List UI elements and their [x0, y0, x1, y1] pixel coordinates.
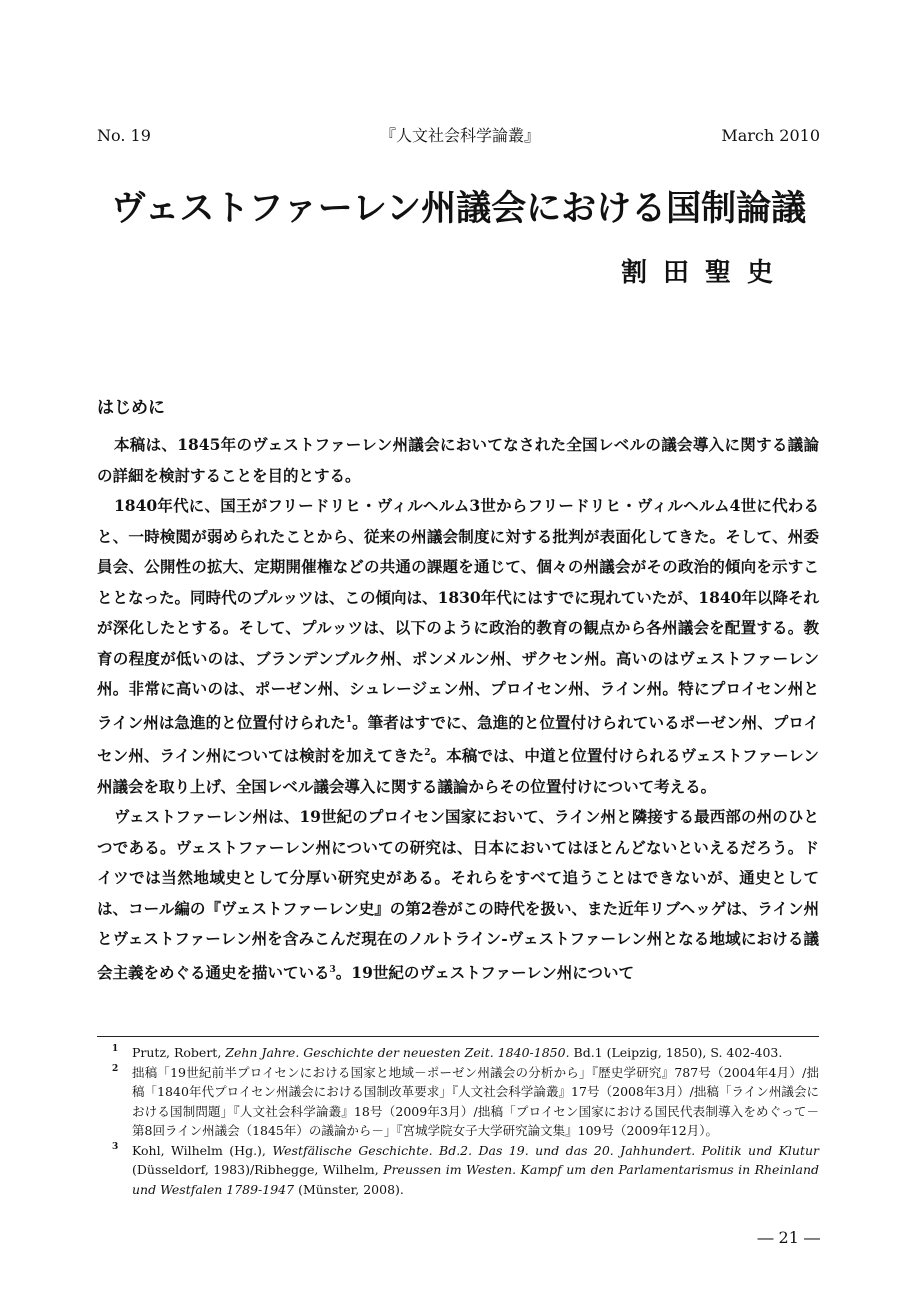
- footnote-2: [112, 1063, 819, 1141]
- footnote-text: (Düsseldorf, 1983)/Ribhegge, Wilhelm,: [132, 1162, 384, 1177]
- author-name: 割田聖史: [620, 258, 789, 288]
- footnotes: [112, 1043, 819, 1199]
- paragraph-3: [97, 802, 819, 988]
- footnote-italic: Preussen im Westen. Kampf um den Parlamentarismus in Rheinland und Westfalen 1789-1947: [132, 1162, 819, 1197]
- page-number: ― 21 ―: [757, 1228, 820, 1247]
- body-text: [97, 430, 819, 988]
- journal-name: 『人文社会科学論叢』: [379, 126, 540, 145]
- paragraph-text: 。筆者はすでに、急進的と位置付けられているポーゼン州、プロイセン州、ライン州については検討を加えてきた: [97, 712, 819, 766]
- footnote-3: [112, 1141, 819, 1200]
- footnote-ref[interactable]: 3: [329, 964, 336, 975]
- paper-title: ヴェストファーレン州議会における国制論議: [110, 188, 807, 229]
- paragraph-text: 本稿は、1845年のヴェストファーレン州議会においてなされた全国レベルの議会導入に関する議論の詳細を検討することを目的とする。: [97, 435, 819, 485]
- footnote-mark: 2: [112, 1063, 119, 1074]
- footnote-1: [112, 1043, 819, 1063]
- paragraph-text: ヴェストファーレン州は、19世紀のプロイセン国家において、ライン州と隣接する最西部の州のひとつである。ヴェストファーレン州についての研究は、日本においてはほとんどないといえるだろう。ドイツでは当然地域史として分厚い研究史がある。それらをすべて追うことはできないが、通史としては、コール編の『ヴェストファーレン史』の第2巻がこの時代を扱い、また近年リブヘッゲは、ライン州とヴェストファーレン州を含みこんだ現在のノルトライン-ヴェストファーレン州となる地域における議会主義をめぐる通史を描いている: [97, 807, 819, 982]
- issue-date: March 2010: [721, 126, 820, 145]
- paragraph-text: 。本稿では、中道と位置付けられるヴェストファーレン州議会を取り上げ、全国レベル議会導入に関する議論からその位置付けについて考える。: [97, 746, 819, 796]
- paragraph-text: 1840年代に、国王がフリードリヒ・ヴィルヘルム3世からフリードリヒ・ヴィルヘルム4世に代わると、一時検閲が弱められたことから、従来の州議会制度に対する批判が表面化してきた。そして、州委員会、公開性の拡大、定期開催権などの共通の課題を通じて、個々の州議会がその政治的傾向を示すこととなった。同時代のプルッツは、この傾向は、1830年代にはすでに現れていたが、1840年以降それが深化したとする。そして、プルッツは、以下のように政治的教育の観点から各州議会を配置する。教育の程度が低いのは、ブランデンブルク州、ポンメルン州、ザクセン州。高いのはヴェストファーレン州。非常に高いのは、ポーゼン州、シュレージェン州、プロイセン州、ライン州。特にプロイセン州とライン州は急進的と位置付けられた: [97, 496, 819, 732]
- footnote-ref[interactable]: 1: [345, 714, 353, 725]
- paragraph-1: [97, 430, 819, 491]
- footnote-italic: Westfälische Geschichte. Bd.2. Das 19. und das 20. Jahhundert. Politik und Klutur: [272, 1142, 820, 1158]
- footnote-text: 拙稿「19世紀前半プロイセンにおける国家と地域－ポーゼン州議会の分析から」『歴史学研究』787号（2004年4月）/拙稿「1840年代プロイセン州議会における国制改革要求」『人文社会科学論叢』17号（2008年3月）/拙稿「ライン州議会における国制問題」『人文社会科学論叢』18号（2009年3月）/拙稿「プロイセン国家における国民代表制導入をめぐって－第8回ライン州議会（1845年）の議論から－」『宮城学院女子大学研究論文集』109号（2009年12月）。: [132, 1064, 819, 1138]
- footnote-italic: Zehn Jahre. Geschichte der neuesten Zeit. 1840-1850.: [225, 1045, 570, 1060]
- footnote-text: Kohl, Wilhelm (Hg.),: [132, 1142, 273, 1158]
- footnote-divider: [97, 1036, 819, 1037]
- footnote-text: (Münster, 2008).: [294, 1181, 404, 1197]
- footnote-text: Prutz, Robert,: [132, 1045, 226, 1060]
- paragraph-text: 。19世紀のヴェストファーレン州について: [335, 962, 634, 982]
- footnote-text: Bd.1 (Leipzig, 1850), S. 402-403.: [569, 1045, 783, 1060]
- footnote-ref[interactable]: 2: [424, 748, 431, 759]
- paragraph-2: [97, 491, 819, 802]
- issue-number: No. 19: [97, 126, 151, 145]
- footnote-mark: 1: [112, 1044, 119, 1054]
- section-heading: はじめに: [97, 398, 165, 418]
- footnote-mark: 3: [112, 1141, 119, 1152]
